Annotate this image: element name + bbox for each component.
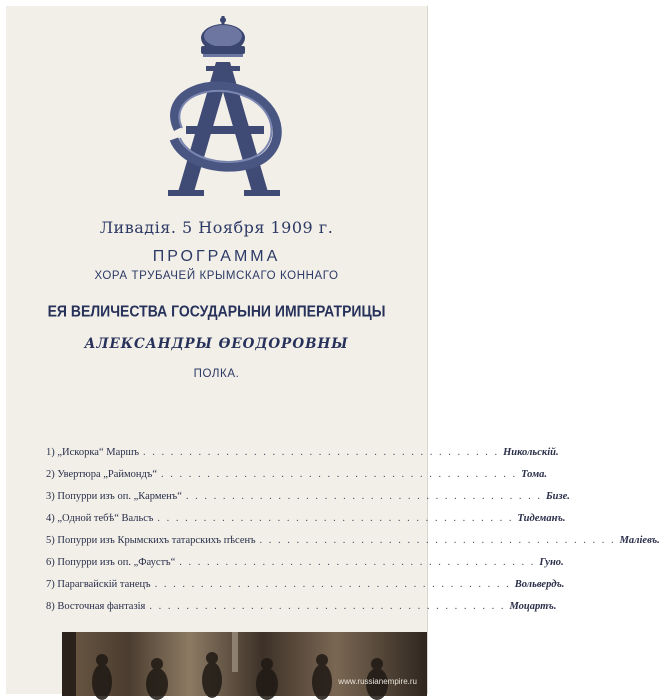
- item-composer: Вольвердъ.: [514, 579, 565, 590]
- program-date: Ливадія. 5 Ноября 1909 г.: [99, 218, 334, 237]
- leader-dots: . . . . . . . . . . . . . . . . . . . . . . . . . . . . . . . . . . . . . . .: [160, 469, 518, 480]
- program-item: [46, 535, 660, 557]
- photo-figures-icon: [62, 632, 427, 696]
- item-title: 2) Увертюра „Раймондъ“: [46, 469, 157, 480]
- item-title: 3) Попурри изъ оп. „Карменъ“: [46, 491, 182, 502]
- leader-dots: . . . . . . . . . . . . . . . . . . . . . . . . . . . . . . . . . . . . . . .: [149, 601, 506, 612]
- program-item: [46, 601, 557, 623]
- program-list: [46, 447, 660, 623]
- item-title: 1) „Искорка“ Маршъ: [46, 447, 139, 458]
- program-item: [46, 579, 565, 601]
- item-composer: Гуно.: [539, 557, 564, 568]
- leader-dots: . . . . . . . . . . . . . . . . . . . . . . . . . . . . . . . . . . . . . . .: [154, 579, 511, 590]
- leader-dots: . . . . . . . . . . . . . . . . . . . . . . . . . . . . . . . . . . . . . . .: [259, 535, 616, 546]
- leader-dots: . . . . . . . . . . . . . . . . . . . . . . . . . . . . . . . . . . . . . . .: [185, 491, 542, 502]
- item-title: 6) Попурри изъ оп. „Фаустъ“: [46, 557, 176, 568]
- patron-line: ЕЯ ВЕЛИЧЕСТВА ГОСУДАРЫНИ ИМПЕРАТРИЦЫ: [47, 301, 386, 321]
- item-title: 4) „Одной тебѣ“ Вальсъ: [46, 513, 154, 524]
- program-item: [46, 513, 566, 535]
- leader-dots: . . . . . . . . . . . . . . . . . . . . . . . . . . . . . . . . . . . . . . .: [179, 557, 536, 568]
- regiment-photo: [62, 632, 427, 696]
- item-composer: Бизе.: [546, 491, 570, 502]
- program-page: [6, 6, 660, 694]
- item-title: 5) Попурри изъ Крымскихъ татарскихъ пѣсенъ: [46, 535, 256, 546]
- imperial-crown-monogram-icon: [156, 14, 291, 204]
- item-composer: Тома.: [521, 469, 548, 480]
- leader-dots: . . . . . . . . . . . . . . . . . . . . . . . . . . . . . . . . . . . . . . .: [143, 447, 500, 458]
- patron-name-line: АЛЕКСАНДРЫ ѲЕОДОРОВНЫ: [84, 336, 349, 352]
- item-composer: Моцартъ.: [509, 601, 557, 612]
- site-watermark: www.russianempire.ru: [338, 677, 417, 686]
- program-item: [46, 469, 548, 491]
- program-item: [46, 447, 559, 469]
- item-composer: Никольскій.: [503, 447, 559, 458]
- item-composer: Тидеманъ.: [517, 513, 566, 524]
- program-title: ПРОГРАММА: [152, 248, 281, 265]
- leader-dots: . . . . . . . . . . . . . . . . . . . . . . . . . . . . . . . . . . . . . . .: [157, 513, 514, 524]
- item-title: 7) Парагвайскій танецъ: [46, 579, 151, 590]
- item-composer: Маліевъ.: [619, 535, 660, 546]
- regiment-line: ПОЛКА.: [193, 368, 240, 380]
- program-item: [46, 491, 570, 513]
- ensemble-line: ХОРА ТРУБАЧЕЙ КРЫМСКАГО КОННАГО: [94, 270, 339, 282]
- item-title: 8) Восточная фантазія: [46, 601, 146, 612]
- program-item: [46, 557, 564, 579]
